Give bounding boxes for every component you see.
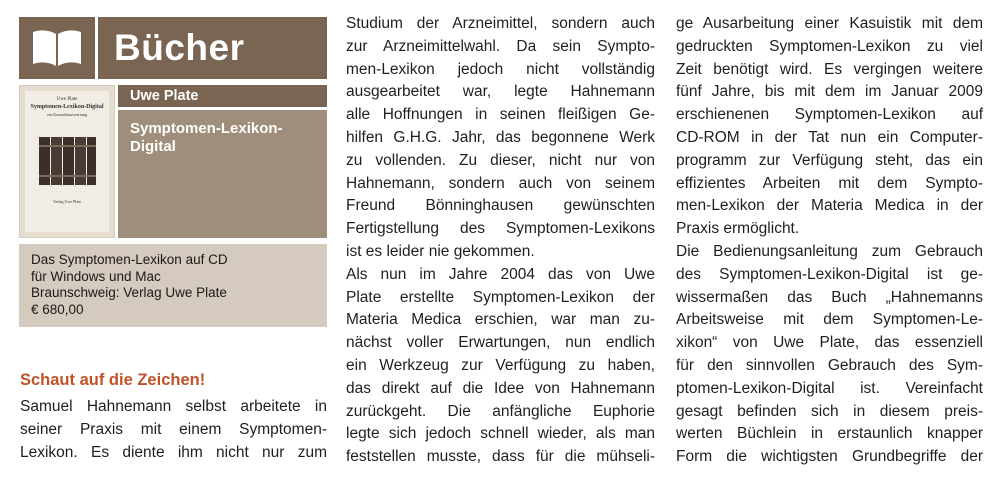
text-line: Arbeitsweise mit dem Symptomen-Le-: [676, 311, 983, 329]
text-line: legte sich jedoch schnell wieder, als man: [346, 425, 655, 443]
text-line: Die Bedienungsanleitung zum Gebrauch: [676, 242, 983, 260]
text-line: Als nun im Jahre 2004 das von Uwe: [346, 265, 655, 283]
text-line: gedruckten Symptomen-Lexikon zu viel: [676, 37, 983, 55]
text-line: Freund Bönninghausen gewünschten: [346, 197, 655, 215]
text-line: Studium der Arzneimittel, sondern auch: [346, 15, 655, 32]
text-line: ein Werkzeug zur Verfügung zu haben,: [346, 356, 655, 374]
text-line: ausgearbeitet war, legte Hahnemann: [346, 83, 655, 101]
text-line: Praxis ermöglicht.: [676, 220, 800, 238]
article-column-1: [20, 396, 327, 464]
author-name: Uwe Plate: [118, 85, 327, 107]
book-details: [19, 244, 327, 327]
text-line: Hahnemann, sondern auch von seinem: [346, 174, 655, 192]
text-line: Fertigstellung des Symptomen-Lexikons: [346, 220, 655, 238]
text-line: ge Ausarbeitung einer Kasuistik mit dem: [676, 15, 983, 32]
subtitle-line: Digital: [130, 138, 176, 155]
text-line: men-Lexikon jedoch nicht vollständig: [346, 60, 655, 78]
detail-line: für Windows und Mac: [31, 268, 161, 284]
text-line: nächst voller Erwartungen, nun endlich: [346, 334, 655, 352]
subtitle-line: Symptomen-Lexikon-: [130, 120, 283, 137]
text-line: Plate erstellte Symptomen-Lexikon der: [346, 288, 655, 306]
text-line: Lexikon. Es diente ihm nicht nur zum: [20, 443, 327, 461]
text-line: alle Hoffnungen in seinen fleißigen Ge-: [346, 106, 655, 124]
text-line: effizientes Arbeiten mit dem Sympto-: [676, 174, 983, 192]
article-column-3: [676, 13, 983, 469]
text-line: Samuel Hahnemann selbst arbeitete in: [20, 398, 327, 415]
cover-subtitle: zur Kasuistikauswertung: [47, 112, 87, 117]
text-line: fünf Jahre, bis mit dem im Januar 2009: [676, 83, 983, 101]
text-line: wissermaßen das Buch „Hahnemanns: [676, 288, 983, 306]
cover-author: Uwe Plate: [56, 97, 78, 102]
price: € 680,00: [31, 301, 84, 317]
text-line: gesagt befinden sich in diesem preis-: [676, 402, 983, 420]
cover-title: Symptomen-Lexikon-Digital: [30, 104, 104, 110]
text-line: ist es leider nie gekommen.: [346, 242, 535, 260]
section-title: Bücher: [98, 17, 327, 79]
book-subtitle: [118, 110, 327, 238]
text-line: hilfen G.H.G. Jahr, das begonnene Werk: [346, 128, 655, 146]
text-line: das direkt auf die Idee von Hahnemann: [346, 379, 655, 397]
open-book-icon: [19, 17, 95, 79]
text-line: programm zur Verfügung steht, das ein: [676, 151, 983, 169]
text-line: des Symptomen-Lexikon-Digital ist ge-: [676, 265, 983, 283]
text-line: zu vollenden. Zu dieser, nicht nur von: [346, 151, 655, 169]
text-line: CD-ROM in der Tat nun ein Computer-: [676, 128, 983, 146]
sidebar-header: [19, 17, 327, 79]
detail-line: Das Symptomen-Lexikon auf CD: [31, 252, 228, 267]
book-cover-image: [19, 85, 115, 238]
text-line: seiner Praxis mit einem Symptomen-: [20, 420, 327, 438]
text-line: men-Lexikon der Materia Medica in der: [676, 197, 983, 215]
text-line: zur Arzneimittelwahl. Da sein Sympto-: [346, 37, 655, 55]
book-stack-icon: [25, 131, 109, 191]
article-heading: Schaut auf die Zeichen!: [20, 371, 206, 389]
text-line: zurückgeht. Die anfängliche Euphorie: [346, 402, 655, 420]
text-line: xikon“ von Uwe Plate, das essenziell: [676, 334, 983, 352]
text-line: Materia Medica erschien, war man zu-: [346, 311, 655, 329]
text-line: Form die wichtigsten Grundbegriffe der: [676, 448, 983, 466]
text-line: für den sinnvollen Gebrauch des Sym-: [676, 356, 983, 374]
text-line: Zeit benötigt wird. Es vergingen weitere: [676, 60, 983, 78]
text-line: erschienenen Symptomen-Lexikon auf: [676, 106, 983, 124]
cover-publisher: Verlag Uwe Plate: [53, 199, 81, 204]
text-line: ptomen-Lexikon-Digital ist. Vereinfacht: [676, 379, 983, 397]
text-line: feststellen musste, dass für die mühseli-: [346, 448, 655, 466]
article-column-2: [346, 13, 655, 469]
book-sidebar: [19, 17, 327, 327]
detail-line: Braunschweig: Verlag Uwe Plate: [31, 285, 227, 300]
text-line: werten Büchlein in erstaunlich knapper: [676, 425, 983, 443]
